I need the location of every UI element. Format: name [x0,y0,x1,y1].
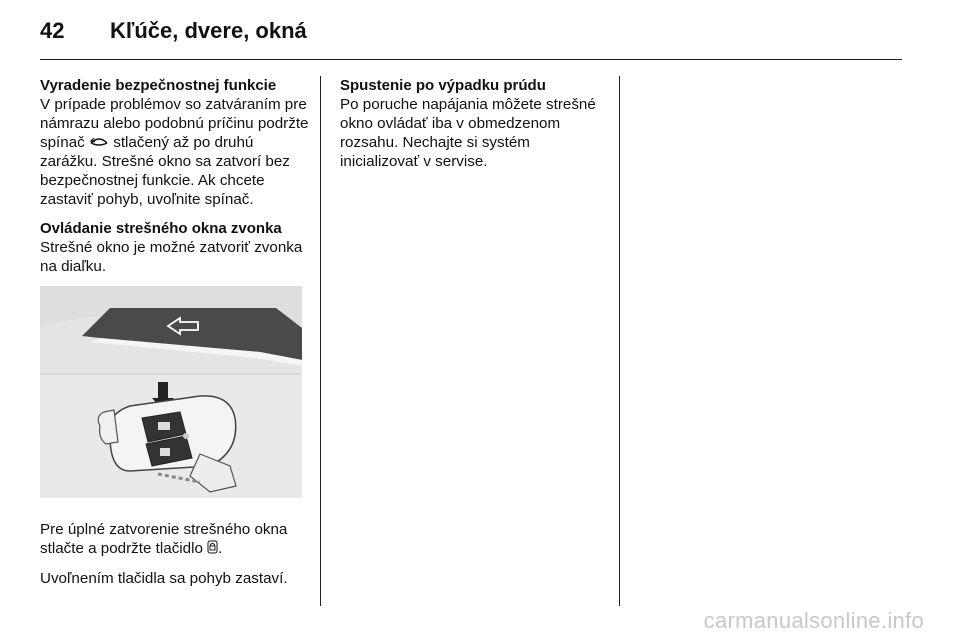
key-sunroof-illustration [40,286,302,498]
section-body-power-failure: Po poruche napájania môžete strešné okno ovládať iba v obmedzenom rozsahu. Nechajte si systém inicializovať v servise. [340,96,596,170]
safety-text-1: V prípade problémov so zatváraním pre námrazu alebo podobnú príčinu podržte spínač [40,96,309,151]
section-heading-power-failure: Spustenie po výpadku prúdu [340,77,546,94]
instruction-press-hold [40,520,310,558]
section-body-remote: Strešné okno je možné zatvoriť zvonka na diaľku. [40,239,303,276]
instruction-release: Uvoľnením tlačidla sa pohyb zastaví. [40,569,288,587]
page-number: 42 [40,18,65,43]
lock-button-icon [207,540,218,559]
page-header [40,18,902,48]
press-hold-text-2: . [218,540,223,558]
page-title: Kľúče, dvere, okná [110,18,307,43]
section-heading-safety: Vyradenie bezpečnostnej funkcie [40,77,277,94]
safety-text-2: stlačený až po druhú zarážku. Strešné okno sa zatvorí bez bezpečnostnej funkcie. Ak chcete zastaviť pohyb, uvoľnite spínač. [40,134,290,209]
column-middle [340,76,610,181]
sunroof-switch-icon [89,133,109,152]
section-heading-remote: Ovládanie strešného okna zvonka [40,220,282,238]
header-rule [40,59,902,60]
illustration-svg [40,286,302,498]
column-left [40,76,310,598]
column-divider-right [619,76,620,606]
column-divider-left [320,76,321,606]
section-body-safety [40,95,310,209]
watermark: carmanualsonline.info [703,608,924,633]
press-hold-text-1: Pre úplné zatvorenie strešného okna stlačte a podržte tlačidlo [40,521,288,558]
